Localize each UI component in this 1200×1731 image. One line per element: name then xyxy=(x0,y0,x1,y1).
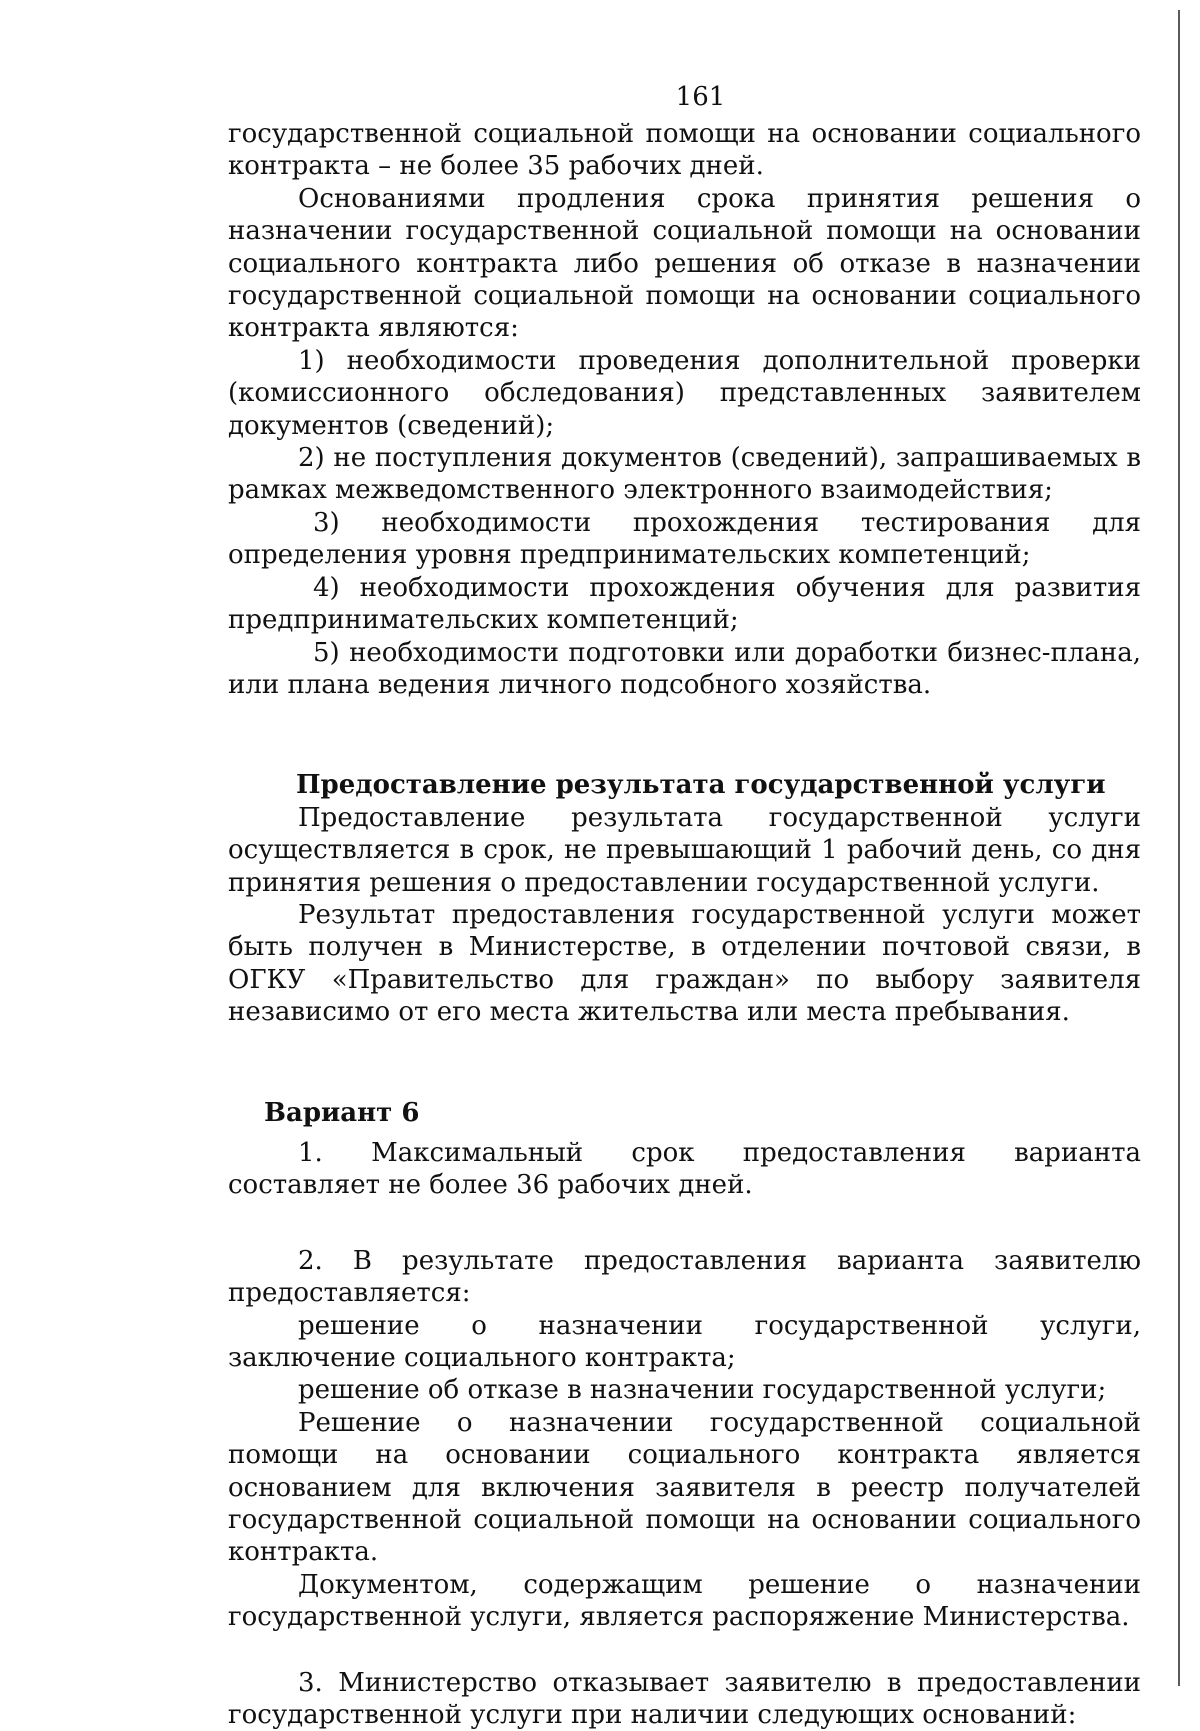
scan-edge-line xyxy=(1178,10,1180,1686)
extension-item-3: 3) необходимости прохождения тестирования для определения уровня предпринимательских компетенций; xyxy=(228,507,1141,571)
variant-point-2-item-2: решение об отказе в назначении государственной услуги; xyxy=(298,1375,1107,1406)
result-section-heading: Предоставление результата государственной услуги xyxy=(296,770,1106,801)
extension-intro-paragraph: Основаниями продления срока принятия решения о назначении государственной социальной помощи на основании социального контракта либо решения об отказе в назначении государственной социальной помощи на основании социального контракта являются: xyxy=(228,183,1141,344)
result-paragraph-1: Предоставление результата государственной услуги осуществляется в срок, не превышающий 1 рабочий день, со дня принятия решения о предоставлении государственной услуги. xyxy=(228,802,1141,898)
page-number: 161 xyxy=(675,82,726,112)
variant-point-2-intro: 2. В результате предоставления варианта заявителю предоставляется: xyxy=(228,1245,1141,1309)
extension-item-1: 1) необходимости проведения дополнительной проверки (комиссионного обследования) представленных заявителем документов (сведений); xyxy=(228,345,1141,441)
continuation-paragraph: государственной социальной помощи на основании социального контракта – не более 35 рабочих дней. xyxy=(228,119,1141,182)
extension-item-2: 2) не поступления документов (сведений), запрашиваемых в рамках межведомственного электронного взаимодействия; xyxy=(228,443,1141,506)
variant-point-2-item-1: решение о назначении государственной услуги, заключение социального контракта; xyxy=(228,1310,1141,1373)
result-paragraph-2: Результат предоставления государственной услуги может быть получен в Министерстве, в отделении почтовой связи, в ОГКУ «Правительство для граждан» по выбору заявителя независимо от его места жительства или места пребывания. xyxy=(228,899,1141,1028)
spacer xyxy=(228,1029,1141,1097)
variant-heading: Вариант 6 xyxy=(264,1097,420,1128)
variant-point-1: 1. Максимальный срок предоставления варианта составляет не более 36 рабочих дней. xyxy=(228,1137,1141,1201)
spacer xyxy=(228,1129,1141,1137)
extension-item-5: 5) необходимости подготовки или доработки бизнес-плана, или плана ведения личного подсобного хозяйства. xyxy=(228,637,1141,700)
variant-point-3: 3. Министерство отказывает заявителю в предоставлении государственной услуги при наличии следующих оснований: xyxy=(228,1667,1141,1731)
variant-point-2-paragraph-1: Решение о назначении государственной социальной помощи на основании социального контракта является основанием для включения заявителя в реестр получателей государственной социальной помощи на основании социального контракта. xyxy=(228,1407,1141,1568)
spacer xyxy=(228,1202,1141,1245)
page-content xyxy=(228,72,1141,1731)
extension-item-4: 4) необходимости прохождения обучения для развития предпринимательских компетенций; xyxy=(228,572,1141,636)
spacer xyxy=(228,1634,1141,1667)
spacer xyxy=(228,701,1141,769)
variant-point-2-paragraph-2: Документом, содержащим решение о назначении государственной услуги, является распоряжение Министерства. xyxy=(228,1569,1141,1633)
